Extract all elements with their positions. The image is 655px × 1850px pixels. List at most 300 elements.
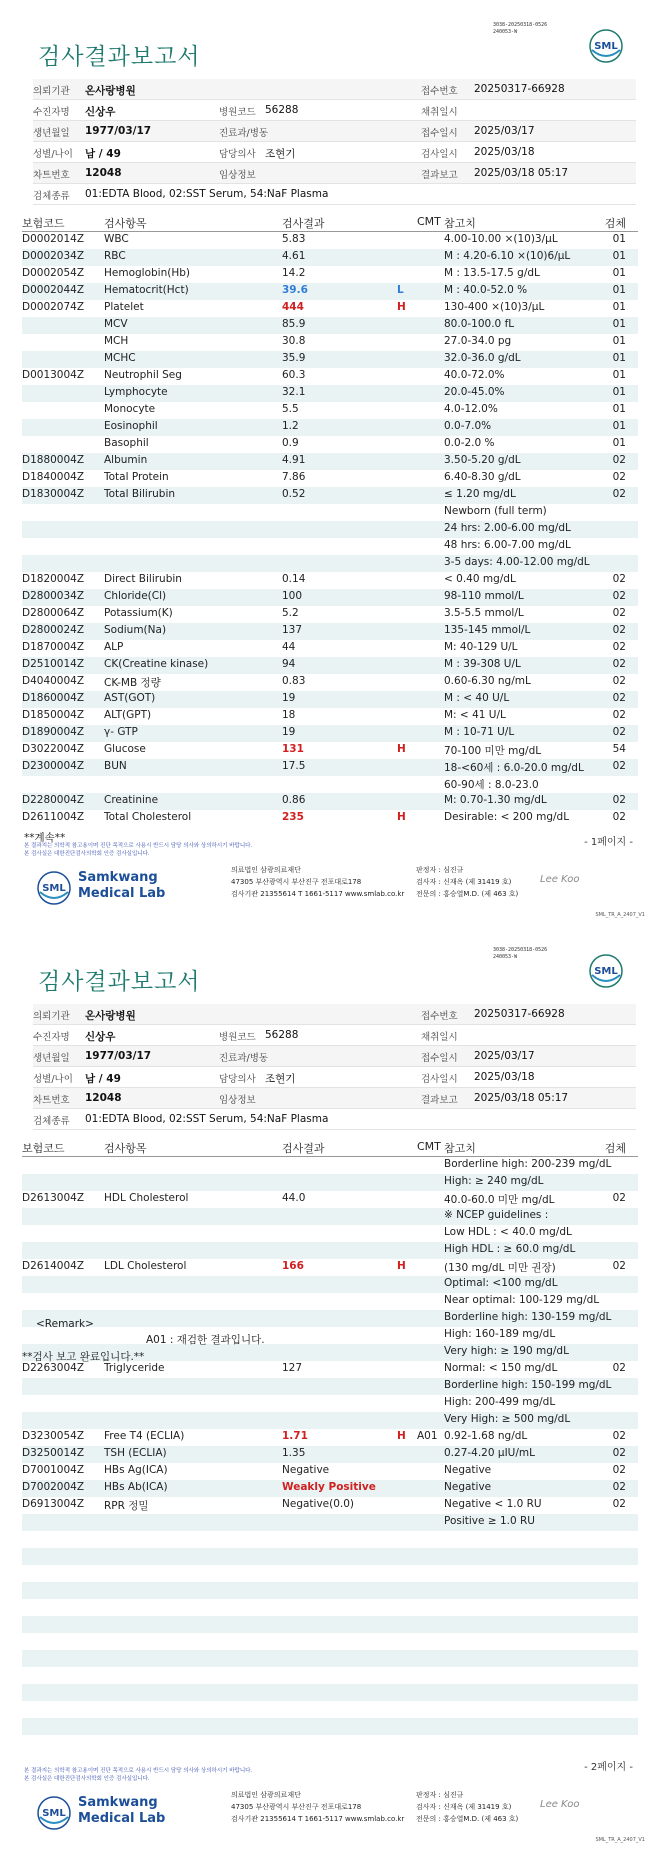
doc-code [493,947,547,961]
cell-ref: Optimal: <100 mg/dL [444,1277,558,1289]
cell-item: γ- GTP [104,726,138,738]
cell-result: 0.14 [282,573,306,585]
cell-ref: 27.0-34.0 pg [444,335,512,347]
table-row [22,1242,638,1259]
cell-code: D0002014Z [22,233,85,245]
cell-spec: 02 [612,1362,626,1374]
table-row [22,793,638,810]
cell-spec: 02 [612,760,626,772]
table-row [22,1157,638,1174]
col-code: 보험코드 [22,1142,65,1155]
info-row [33,121,636,142]
sign-line: 판정자 : 심진규 [416,1791,464,1799]
report-notes [24,1767,424,1783]
cell-ref: 80.0-100.0 fL [444,318,515,330]
report-title: 검사결과보고서 [38,44,201,70]
cell-item: RBC [104,250,126,262]
col-result: 검사결과 [282,1142,325,1155]
cell-spec: 02 [612,1260,626,1272]
cell-result: 18 [282,709,296,721]
cell-spec: 02 [612,709,626,721]
table-row [22,623,638,640]
empty-row [22,1582,638,1599]
cell-spec: 02 [612,692,626,704]
sign-line: 판정자 : 심진규 [416,866,464,874]
table-row [22,708,638,725]
empty-row [22,1667,638,1684]
col-result: 검사결과 [282,217,325,230]
cell-ref: Positive ≥ 1.0 RU [444,1515,535,1527]
cell-spec: 02 [612,726,626,738]
cell-result: 17.5 [282,760,306,772]
table-row [22,232,638,249]
cell-ref: Negative [444,1464,492,1476]
report-notes [24,842,424,858]
chart-value: 12048 [85,1092,122,1104]
results-body [22,1157,638,1752]
continued-label: **계속** [24,832,66,844]
collect-label: 채취일시 [421,1032,458,1043]
cell-spec: 01 [612,284,626,296]
cell-result: 4.61 [282,250,306,262]
sex-age-value: 남 / 49 [85,148,121,160]
cell-spec: 02 [612,1447,626,1459]
cell-result: 137 [282,624,303,636]
cell-ref: Desirable: < 200 mg/dL [444,811,570,823]
cell-result: 5.83 [282,233,306,245]
col-item: 검사항목 [104,217,147,230]
cell-ref: ≤ 1.20 mg/dL [444,488,516,500]
table-row [22,589,638,606]
cell-ref: 40.0-60.0 미만 mg/dL [444,1194,555,1206]
signature-mark: Lee Koo [540,874,580,885]
col-item: 검사항목 [104,1142,147,1155]
table-row [22,759,638,776]
cell-ref: M : 4.20-6.10 ×(10)6/μL [444,250,571,262]
cell-spec: 02 [612,794,626,806]
table-row [22,1480,638,1497]
cell-ref: M: < 41 U/L [444,709,506,721]
brand-line: Medical Lab [78,1811,166,1826]
cell-item: Sodium(Na) [104,624,167,636]
cell-spec: 02 [612,641,626,653]
page-number: - 1페이지 - [584,837,633,848]
hospital-code-value: 56288 [265,104,299,116]
report-title: 검사결과보고서 [38,969,201,995]
sml-logo-icon [588,28,624,64]
table-row [22,1191,638,1208]
table-row [22,1293,638,1310]
cell-spec: 01 [612,318,626,330]
empty-row [22,1684,638,1701]
cell-code: D1850004Z [22,709,85,721]
signature-mark: Lee Koo [540,1799,580,1810]
cell-result: 60.3 [282,369,306,381]
svg-text:SML: SML [42,883,66,894]
cell-code: D1820004Z [22,573,85,585]
cell-ref: M : 13.5-17.5 g/dL [444,267,540,279]
cell-code: D2263004Z [22,1362,85,1374]
table-row [22,572,638,589]
cell-item: Lymphocyte [104,386,168,398]
report-label: 결과보고 [421,170,458,181]
cell-result: 94 [282,658,296,670]
cell-ref: M : 10-71 U/L [444,726,515,738]
table-row [22,810,638,827]
chart-label: 차트번호 [33,1095,70,1106]
cell-spec: 01 [612,369,626,381]
cell-ref: M: 0.70-1.30 mg/dL [444,794,547,806]
cell-ref: 98-110 mmol/L [444,590,524,602]
results-table [22,214,638,827]
test-date-label: 검사일시 [421,149,458,160]
cell-item: Hemoglobin(Hb) [104,267,191,279]
cell-ref: Borderline high: 150-199 mg/dL [444,1379,612,1391]
info-row [33,1004,636,1025]
doctor-value: 조현기 [265,148,296,160]
doc-code-line: 240053-W [493,954,518,960]
cell-code: D0002034Z [22,250,85,262]
cell-code: D4040004Z [22,675,85,687]
report-page-2 [0,925,655,1850]
cell-code: D2800034Z [22,590,85,602]
cell-ref: 6.40-8.30 g/dL [444,471,521,483]
brand-line: Medical Lab [78,886,166,901]
cell-ref: (130 mg/dL 미만 권장) [444,1262,556,1274]
table-row [22,725,638,742]
table-row [22,1276,638,1293]
collect-label: 채취일시 [421,107,458,118]
cell-item: Triglyceride [104,1362,165,1374]
cell-ref: High: 160-189 mg/dL [444,1328,556,1340]
cell-item: CK-MB 정량 [104,677,161,689]
specimen-value: 01:EDTA Blood, 02:SST Serum, 54:NaF Plasma [85,188,329,200]
remark-a01: A01 : 재검한 결과입니다. [146,1334,265,1346]
col-cmt: CMT [417,1140,441,1153]
table-row [22,776,638,793]
sex-age-label: 성별/나이 [33,149,73,160]
org-line: 검사기관 21355614 T 1661-5117 www.smlab.co.kr [231,1815,405,1823]
cell-spec: 02 [612,658,626,670]
doctor-label: 담당의사 [219,1074,256,1085]
brand-name [78,870,165,902]
cell-flag: H [397,743,406,755]
empty-row [22,1548,638,1565]
empty-row [22,1650,638,1667]
cell-spec: 01 [612,267,626,279]
cell-result: 44 [282,641,296,653]
chart-value: 12048 [85,167,122,179]
org-line: 의료법인 삼광의료재단 [231,1791,301,1799]
cell-result: Weakly Positive [282,1481,376,1493]
cell-ref: 48 hrs: 6.00-7.00 mg/dL [444,539,571,551]
table-row [22,334,638,351]
table-row [22,1429,638,1446]
table-row [22,640,638,657]
signatories [416,864,518,900]
form-revision: SML_TR_A_2407_V1 [595,912,645,918]
cell-ref: 32.0-36.0 g/dL [444,352,521,364]
name-label: 수진자명 [33,1032,70,1043]
hospital-label: 의뢰기관 [33,1011,70,1022]
table-row [22,487,638,504]
col-code: 보험코드 [22,217,65,230]
cell-result: Negative(0.0) [282,1498,355,1510]
cell-ref: Very High: ≥ 500 mg/dL [444,1413,571,1425]
test-date-label: 검사일시 [421,1074,458,1085]
table-row [22,1208,638,1225]
hospital-code-value: 56288 [265,1029,299,1041]
cell-ref: High HDL : ≥ 60.0 mg/dL [444,1243,576,1255]
table-row [22,402,638,419]
cell-spec: 01 [612,250,626,262]
cell-spec: 02 [612,811,626,823]
cell-item: LDL Cholesterol [104,1260,187,1272]
cell-code: D0013004Z [22,369,85,381]
info-row [33,1025,636,1046]
note-line: 본 결과지는 의학적 참고용이며 진단 목적으로 사용시 반드시 담당 의사와 상의하시기 바랍니다. [24,843,253,849]
brand-name [78,1795,165,1827]
cell-result: 166 [282,1260,304,1272]
name-value: 신상우 [85,106,116,118]
doc-code-line: 3038-20250318-0526 [493,947,548,953]
table-row [22,249,638,266]
cell-item: RPR 정밀 [104,1500,149,1512]
cell-code: D6913004Z [22,1498,85,1510]
cell-item: AST(GOT) [104,692,156,704]
cell-ref: 3.5-5.5 mmol/L [444,607,524,619]
org-line: 검사기관 21355614 T 1661-5117 www.smlab.co.kr [231,890,405,898]
info-row [33,100,636,121]
cell-code: D3230054Z [22,1430,85,1442]
cell-result: 0.9 [282,437,299,449]
info-row [33,79,636,100]
cell-code: D2611004Z [22,811,85,823]
cell-ref: 4.0-12.0% [444,403,498,415]
test-date-value: 2025/03/18 [474,146,535,158]
org-info [231,1789,404,1825]
specimen-label: 검체종류 [33,1116,70,1127]
table-row [22,385,638,402]
cell-ref: M: 40-129 U/L [444,641,518,653]
receipt-date-label: 접수일시 [421,128,458,139]
cell-ref: High: 200-499 mg/dL [444,1396,556,1408]
cell-item: Eosinophil [104,420,158,432]
cell-item: Monocyte [104,403,156,415]
cell-ref: 60-90세 : 8.0-23.0 [444,779,539,791]
cell-spec: 01 [612,386,626,398]
sml-footer-logo-icon [36,870,72,906]
cell-item: Free T4 (ECLIA) [104,1430,185,1442]
empty-row [22,1735,638,1752]
doc-code [493,22,547,36]
cell-spec: 02 [612,471,626,483]
clinical-label: 임상정보 [219,1095,256,1106]
table-row [22,1446,638,1463]
chart-label: 차트번호 [33,170,70,181]
doctor-label: 담당의사 [219,149,256,160]
cell-item: Platelet [104,301,144,313]
cell-spec: 02 [612,488,626,500]
table-row [22,1378,638,1395]
cell-item: TSH (ECLIA) [104,1447,167,1459]
cell-result: 0.52 [282,488,306,500]
cell-item: HBs Ag(ICA) [104,1464,168,1476]
cell-item: WBC [104,233,129,245]
patient-info [33,79,636,205]
cell-code: D1890004Z [22,726,85,738]
cell-result: 44.0 [282,1192,306,1204]
cell-ref: 70-100 미만 mg/dL [444,745,542,757]
cell-spec: 02 [612,1430,626,1442]
col-ref: 참고치 [444,1142,476,1155]
cell-result: 19 [282,692,296,704]
cell-result: 100 [282,590,303,602]
table-row [22,538,638,555]
cell-result: 1.35 [282,1447,306,1459]
remark-title: <Remark> [36,1318,94,1330]
table-row [22,1514,638,1531]
cell-ref: 20.0-45.0% [444,386,505,398]
cell-item: Hematocrit(Hct) [104,284,189,296]
cell-code: D1840004Z [22,471,85,483]
clinical-label: 임상정보 [219,170,256,181]
cell-result: Negative [282,1464,330,1476]
dob-label: 생년월일 [33,128,70,139]
name-value: 신상우 [85,1031,116,1043]
table-row [22,1225,638,1242]
cell-result: 35.9 [282,352,306,364]
empty-row [22,1616,638,1633]
cell-ref: < 0.40 mg/dL [444,573,516,585]
cell-ref: Borderline high: 130-159 mg/dL [444,1311,612,1323]
cell-spec: 02 [612,1498,626,1510]
cell-spec: 02 [612,590,626,602]
cell-code: D2800064Z [22,607,85,619]
note-line: 본 결과지는 의학적 참고용이며 진단 목적으로 사용시 반드시 담당 의사와 상의하시기 바랍니다. [24,1768,253,1774]
cell-result: 7.86 [282,471,306,483]
results-header [22,1139,638,1157]
cell-flag: L [397,284,404,296]
cell-spec: 02 [612,624,626,636]
empty-row [22,1701,638,1718]
table-row [22,521,638,538]
table-row [22,368,638,385]
cell-ref: M : 39-308 U/L [444,658,521,670]
hospital-label: 의뢰기관 [33,86,70,97]
info-row [33,1109,636,1130]
cell-result: 127 [282,1362,303,1374]
report-value: 2025/03/18 05:17 [474,167,569,179]
sign-line: 검사자 : 신재옥 (제 31419 호) [416,1803,512,1811]
sml-logo-icon [588,953,624,989]
cell-ref: Newborn (full term) [444,505,547,517]
cell-code: D1830004Z [22,488,85,500]
cell-result: 30.8 [282,335,306,347]
svg-text:SML: SML [594,41,618,52]
cell-item: Potassium(K) [104,607,173,619]
cell-code: D3250014Z [22,1447,85,1459]
hospital-value: 온사랑병원 [85,85,136,97]
cell-ref: 3.50-5.20 g/dL [444,454,521,466]
cell-spec: 02 [612,1481,626,1493]
cell-code: D2614004Z [22,1260,85,1272]
empty-row [22,1531,638,1548]
cell-result: 0.86 [282,794,306,806]
results-table [22,1139,638,1752]
table-row [22,742,638,759]
patient-info [33,1004,636,1130]
table-row [22,674,638,691]
results-body [22,232,638,827]
cell-item: Total Bilirubin [104,488,176,500]
cell-item: ALP [104,641,124,653]
cell-spec: 02 [612,454,626,466]
cell-ref: Borderline high: 200-239 mg/dL [444,1158,612,1170]
hospital-code-label: 병원코드 [219,107,256,118]
info-row [33,163,636,184]
receipt-date-label: 접수일시 [421,1053,458,1064]
cell-code: D7002004Z [22,1481,85,1493]
info-row [33,1088,636,1109]
cell-result: 32.1 [282,386,306,398]
remark-complete: **검사 보고 완료입니다.** [22,1351,145,1363]
cell-ref: High: ≥ 240 mg/dL [444,1175,544,1187]
cell-item: Total Cholesterol [104,811,192,823]
col-ref: 참고치 [444,217,476,230]
cell-item: CK(Creatine kinase) [104,658,209,670]
note-line: 본 검사실은 대한진단검사의학회 인증 검사실입니다. [24,1776,150,1782]
page-number: - 2페이지 - [584,1762,633,1773]
cell-item: Chloride(Cl) [104,590,167,602]
cell-code: D3022004Z [22,743,85,755]
cell-ref: 0.0-7.0% [444,420,492,432]
table-row [22,1412,638,1429]
form-revision: SML_TR_A_2407_V1 [595,1837,645,1843]
table-row [22,470,638,487]
table-row [22,657,638,674]
cell-spec: 02 [612,1464,626,1476]
test-date-value: 2025/03/18 [474,1071,535,1083]
cell-item: Creatinine [104,794,159,806]
cell-ref: 40.0-72.0% [444,369,505,381]
hospital-code-label: 병원코드 [219,1032,256,1043]
cell-spec: 01 [612,233,626,245]
cell-code: D2280004Z [22,794,85,806]
table-row [22,283,638,300]
cell-flag: H [397,811,406,823]
cell-ref: 4.00-10.00 ×(10)3/μL [444,233,558,245]
cell-ref: Low HDL : < 40.0 mg/dL [444,1226,572,1238]
cell-ref: 0.27-4.20 μIU/mL [444,1447,535,1459]
cell-result: 0.83 [282,675,306,687]
sml-footer-logo-icon [36,1795,72,1831]
cell-item: MCH [104,335,129,347]
cell-ref: 18-<60세 : 6.0-20.0 mg/dL [444,762,584,774]
brand-line: Samkwang [78,1795,158,1810]
cell-item: Glucose [104,743,146,755]
cell-spec: 01 [612,301,626,313]
cell-ref: M : 40.0-52.0 % [444,284,528,296]
empty-row [22,1599,638,1616]
cell-item: HDL Cholesterol [104,1192,189,1204]
receipt-no-value: 20250317-66928 [474,83,565,95]
cell-code: D2510014Z [22,658,85,670]
cell-item: Total Protein [104,471,169,483]
cell-item: BUN [104,760,127,772]
cell-result: 5.5 [282,403,299,415]
info-row [33,1067,636,1088]
